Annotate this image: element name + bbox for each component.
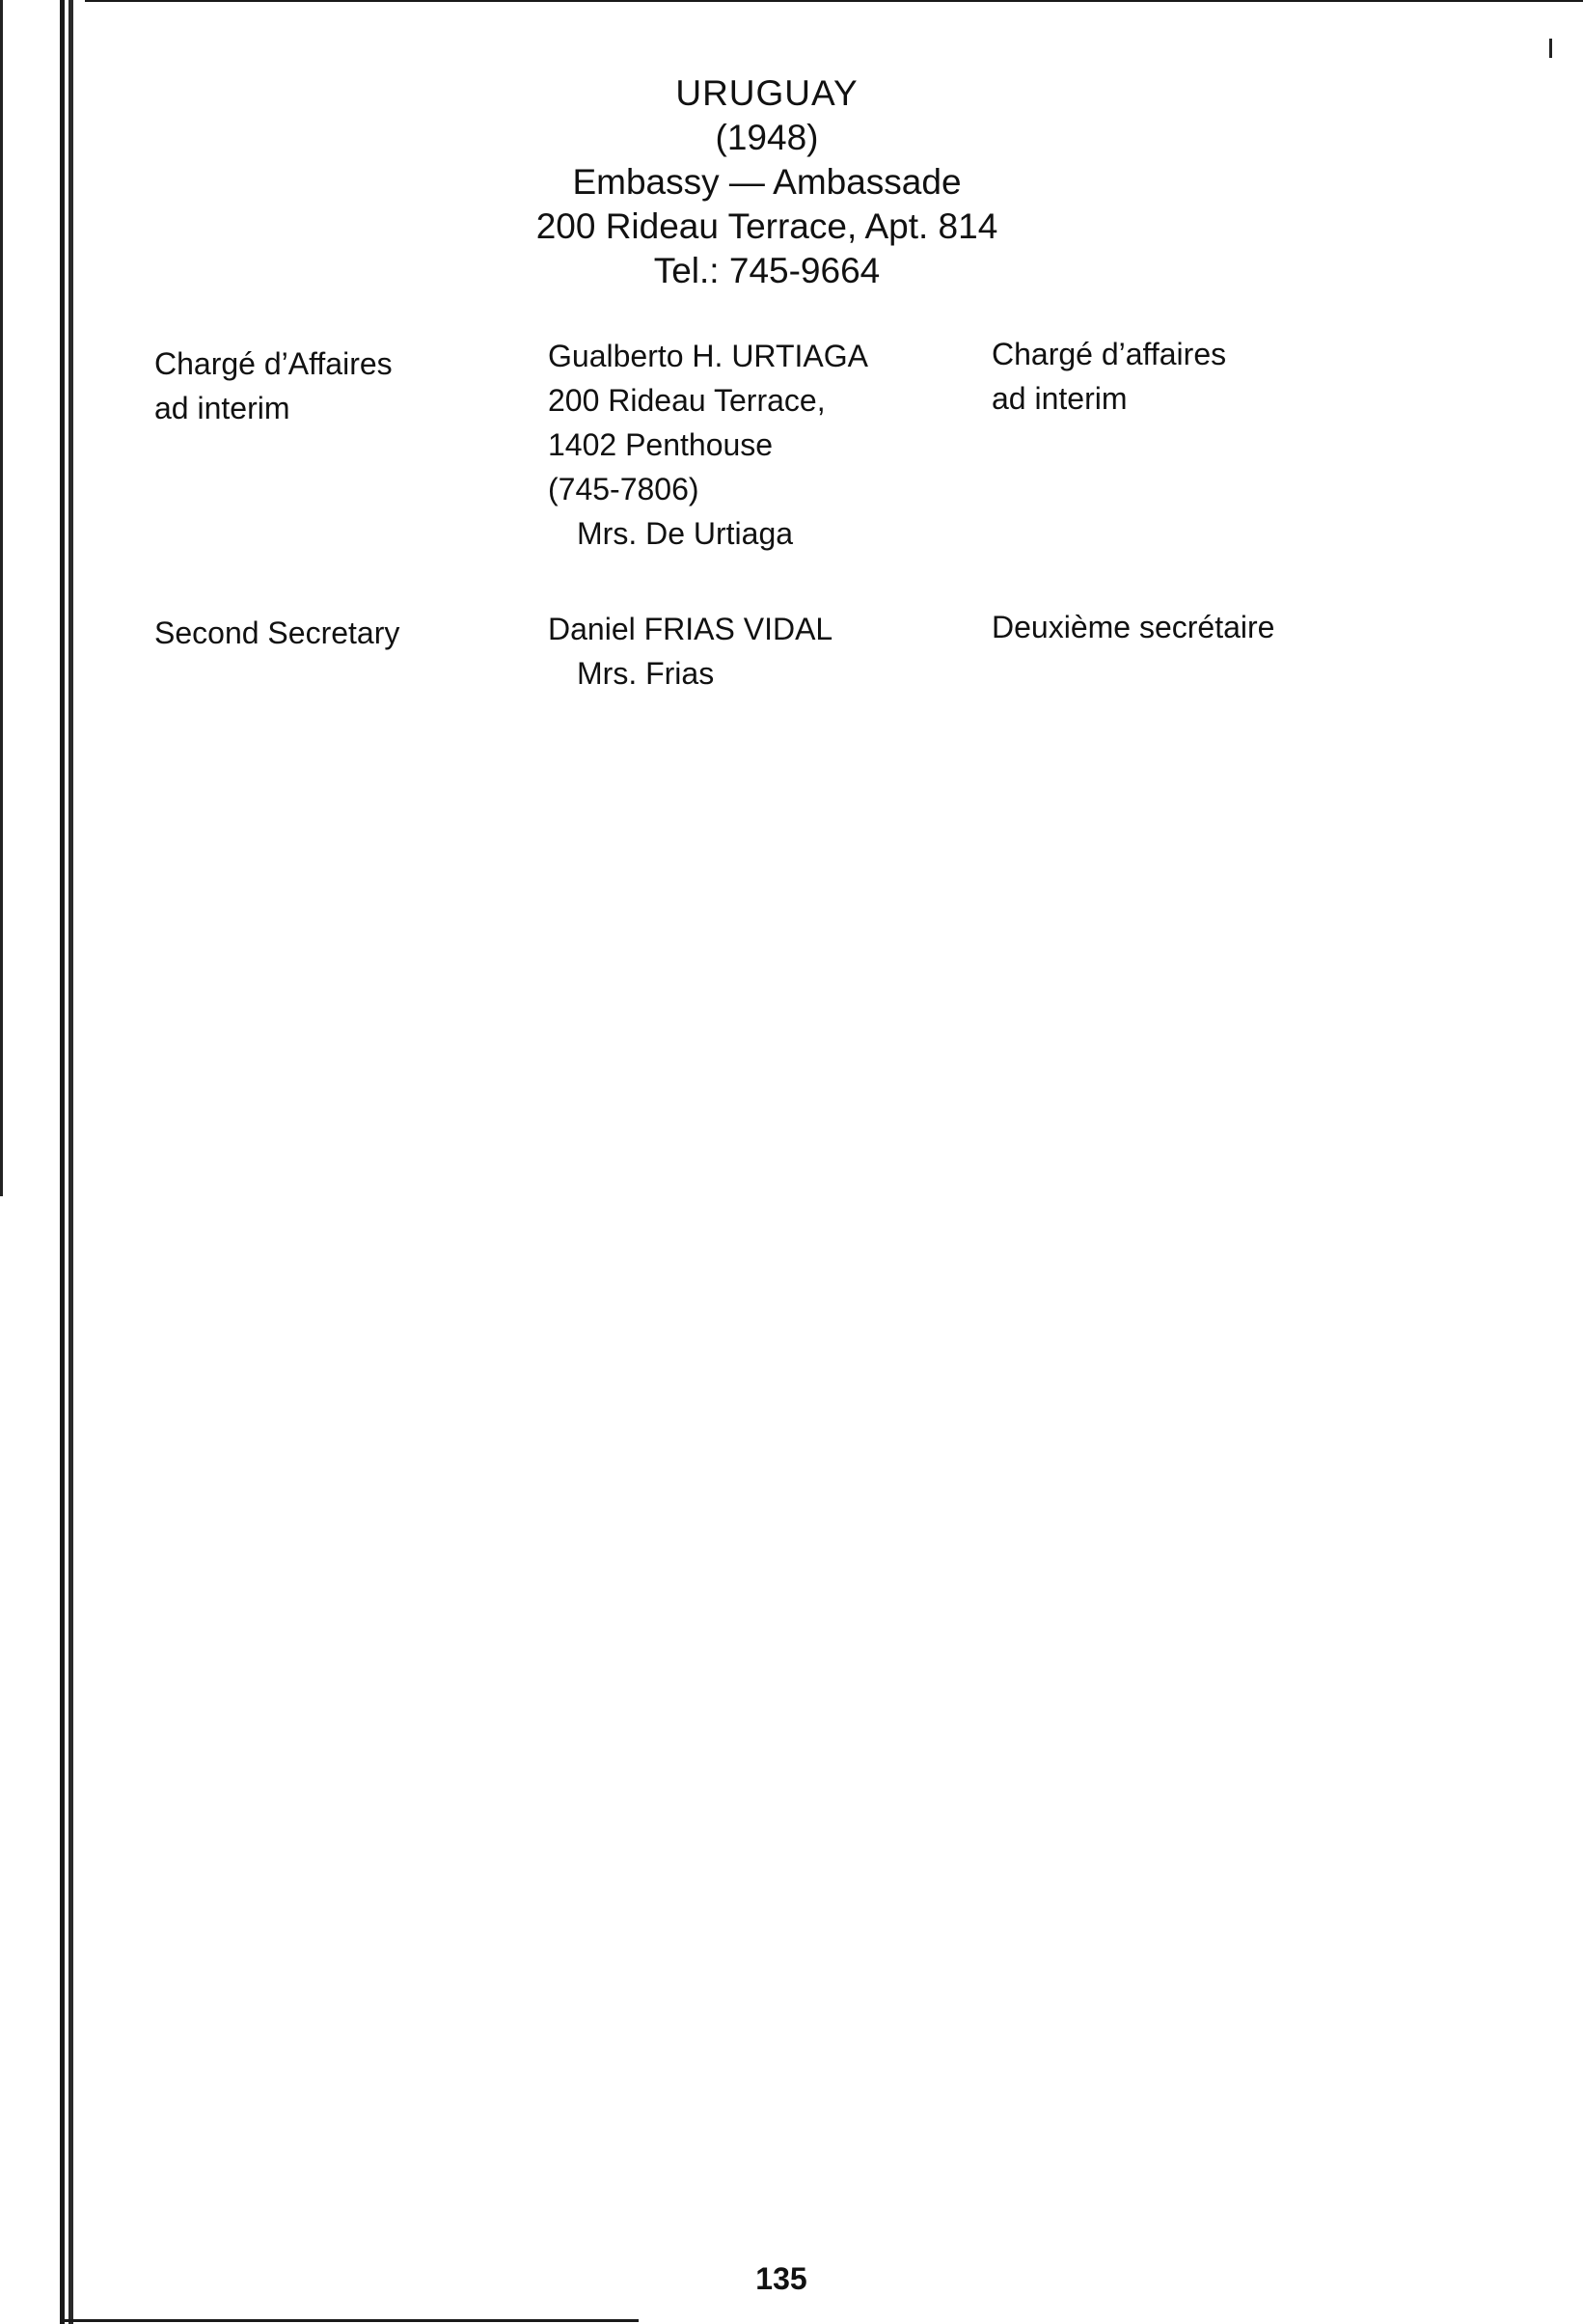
margin-mark [1549,39,1552,58]
page-binding-edge [0,0,85,2324]
title-english [154,342,393,430]
title-french [992,605,1274,649]
staff-phone: (745-7806) [548,472,699,506]
embassy-phone: Tel.: 745-9664 [653,251,881,290]
title-english-line: ad interim [154,391,290,425]
binding-shadow [0,0,3,1196]
spouse-name: Mrs. Frias [577,656,715,691]
page-number: 135 [755,2261,807,2296]
embassy-header [453,71,1080,293]
title-french-line: Chargé d’affaires [992,337,1227,371]
title-french-line: Deuxième secrétaire [992,610,1275,644]
embassy-address: 200 Rideau Terrace, Apt. 814 [535,206,998,246]
binding-line [60,0,73,2324]
staff-details [548,334,868,556]
bottom-border [60,2319,639,2322]
title-english-line: Chargé d’Affaires [154,346,393,381]
staff-address-line: 200 Rideau Terrace, [548,383,826,418]
title-french [992,332,1226,421]
top-border [85,0,1583,2]
staff-name: Gualberto H. URTIAGA [548,339,868,373]
title-french-line: ad interim [992,381,1128,416]
title-english-line: Second Secretary [154,615,400,650]
staff-details [548,607,832,696]
establishment-year: (1948) [715,118,819,157]
title-english [154,611,399,655]
staff-name: Daniel FRIAS VIDAL [548,612,833,646]
spouse-name: Mrs. De Urtiaga [577,516,794,551]
staff-address-line: 1402 Penthouse [548,427,774,462]
mission-type: Embassy — Ambassade [572,162,962,202]
country-name: URUGUAY [675,73,859,113]
